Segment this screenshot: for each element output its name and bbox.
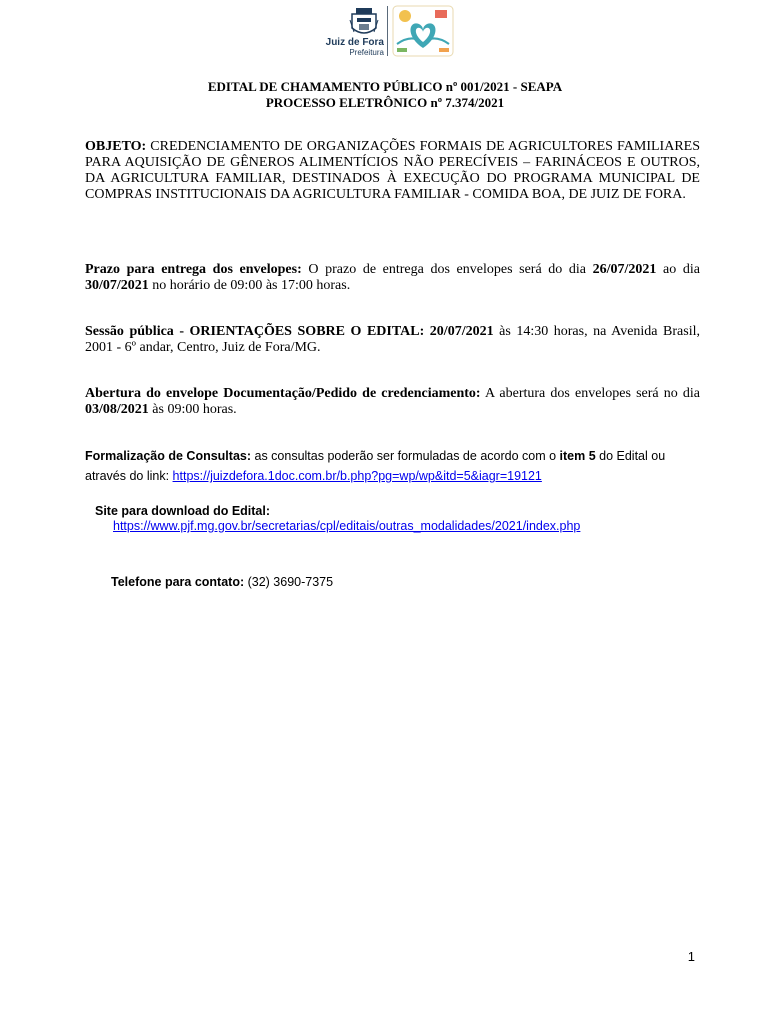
prazo-date-end: 30/07/2021	[85, 278, 149, 293]
prazo-paragraph	[85, 262, 700, 294]
prazo-text3: no horário de 09:00 às 17:00 horas.	[148, 278, 351, 293]
formalizacao-text2: do Edital ou através do link:	[85, 449, 666, 483]
telefone-value: (32) 3690-7375	[244, 575, 334, 589]
formalizacao-paragraph	[85, 446, 705, 486]
prazo-text2: ao dia	[656, 262, 700, 277]
city-crest-icon	[346, 6, 382, 40]
formalizacao-item: item 5	[559, 449, 596, 463]
sessao-paragraph	[85, 324, 700, 356]
prazo-date-start: 26/07/2021	[592, 262, 657, 277]
page-number: 1	[687, 949, 695, 964]
program-heart-emblem-icon	[391, 4, 455, 58]
logo-divider	[387, 6, 388, 56]
edital-title: EDITAL DE CHAMAMENTO PÚBLICO nº 001/2021 - SEAPA	[207, 79, 563, 94]
telefone-line	[111, 572, 333, 592]
site-label: Site para download do Edital:	[95, 504, 271, 518]
city-name: Juiz de Fora	[325, 37, 384, 48]
sessao-label: Sessão pública - ORIENTAÇÕES SOBRE O EDITAL: 20/07/2021	[85, 324, 494, 339]
consultas-link[interactable]: https://juizdefora.1doc.com.br/b.php?pg=wp/wp&itd=5&iagr=19121	[172, 469, 542, 483]
site-link-line	[113, 516, 580, 536]
abertura-text2: às 09:00 horas.	[148, 402, 237, 417]
objeto-text: CREDENCIAMENTO DE ORGANIZAÇÕES FORMAIS DE AGRICULTORES FAMILIARES PARA AQUISIÇÃO DE GÊNEROS ALIMENTÍCIOS NÃO PERECÍVEIS – FARINÁCEOS E OUTROS, DA AGRICULTURA FAMILIAR, DESTINADOS À EXECUÇÃO DO PROGRAMA MUNICIPAL DE COMPRAS INSTITUCIONAIS DA AGRICULTURA FAMILIAR - COMIDA BOA, DE JUIZ DE FORA.	[85, 139, 700, 202]
prazo-label: Prazo para entrega dos envelopes:	[85, 262, 302, 277]
formalizacao-label: Formalização de Consultas:	[85, 449, 252, 463]
objeto-label: OBJETO:	[85, 139, 147, 154]
abertura-date: 03/08/2021	[85, 402, 149, 417]
telefone-label: Telefone para contato:	[111, 575, 245, 589]
sessao-text: às 14:30 horas, na Avenida Brasil, 2001 - 6º andar, Centro, Juiz de Fora/MG.	[85, 324, 701, 355]
abertura-text1: A abertura dos envelopes será no dia	[480, 386, 700, 401]
abertura-label: Abertura do envelope Documentação/Pedido de credenciamento:	[85, 386, 481, 401]
city-subtitle: Prefeitura	[349, 48, 384, 57]
abertura-paragraph	[85, 386, 700, 418]
process-number: PROCESSO ELETRÔNICO nº 7.374/2021	[265, 95, 505, 110]
objeto-paragraph	[85, 139, 700, 203]
edital-download-link[interactable]: https://www.pjf.mg.gov.br/secretarias/cpl/editais/outras_modalidades/2021/index.php	[113, 519, 581, 533]
formalizacao-text1: as consultas poderão ser formuladas de acordo com o	[251, 449, 560, 463]
prazo-text1: O prazo de entrega dos envelopes será do dia	[301, 262, 593, 277]
